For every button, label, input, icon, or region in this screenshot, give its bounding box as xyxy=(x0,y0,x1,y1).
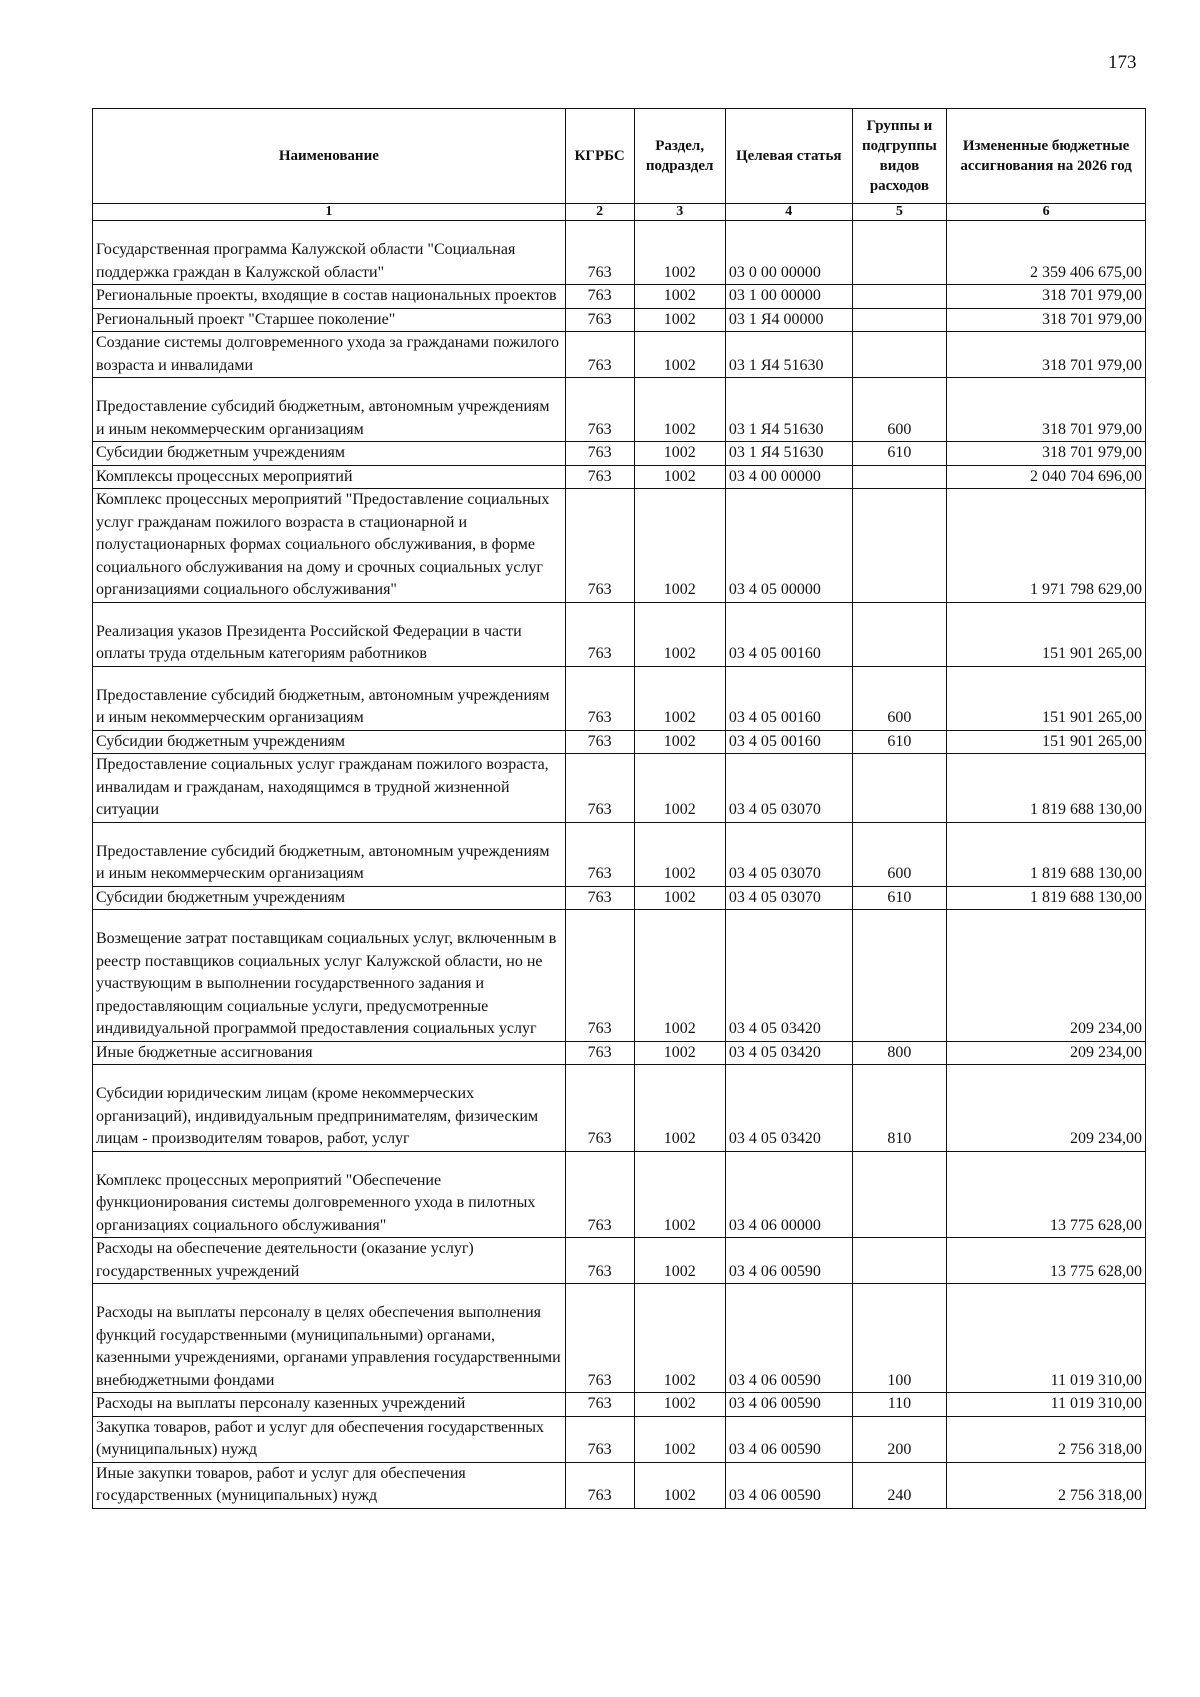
column-number: 2 xyxy=(565,204,634,221)
row-group-cell xyxy=(852,602,947,666)
row-group-cell xyxy=(852,1238,947,1284)
row-kgrbs-cell: 763 xyxy=(565,886,634,910)
row-section-cell: 1002 xyxy=(634,822,725,886)
row-group-cell: 610 xyxy=(852,442,947,466)
row-name-cell: Закупка товаров, работ и услуг для обеспечения государственных (муниципальных) нужд xyxy=(93,1416,566,1462)
table-row xyxy=(93,1065,1146,1152)
row-kgrbs-cell: 763 xyxy=(565,489,634,603)
row-article-cell: 03 4 06 00590 xyxy=(725,1393,852,1417)
row-kgrbs-cell: 763 xyxy=(565,1238,634,1284)
row-amount-cell: 209 234,00 xyxy=(947,1065,1146,1152)
row-section-cell: 1002 xyxy=(634,1041,725,1065)
row-section-cell: 1002 xyxy=(634,602,725,666)
row-group-cell: 600 xyxy=(852,378,947,442)
row-group-cell: 610 xyxy=(852,886,947,910)
table-row xyxy=(93,465,1146,489)
row-amount-cell: 2 756 318,00 xyxy=(947,1462,1146,1508)
row-amount-cell: 13 775 628,00 xyxy=(947,1238,1146,1284)
row-amount-cell: 2 040 704 696,00 xyxy=(947,465,1146,489)
row-amount-cell: 11 019 310,00 xyxy=(947,1284,1146,1393)
row-kgrbs-cell: 763 xyxy=(565,602,634,666)
row-section-cell: 1002 xyxy=(634,754,725,823)
row-kgrbs-cell: 763 xyxy=(565,1393,634,1417)
row-kgrbs-cell: 763 xyxy=(565,754,634,823)
table-row xyxy=(93,442,1146,466)
row-article-cell: 03 4 00 00000 xyxy=(725,465,852,489)
row-article-cell: 03 0 00 00000 xyxy=(725,221,852,285)
row-name-cell: Комплекс процессных мероприятий "Предоставление социальных услуг гражданам пожилого возраста в стационарной и полустационарных формах социального обслуживания, в форме социального обслуживания на дому и срочных социальных услуг организациями социального обслуживания" xyxy=(93,489,566,603)
header-group: Группы и подгруппы видов расходов xyxy=(852,109,947,204)
row-name-cell: Расходы на обеспечение деятельности (оказание услуг) государственных учреждений xyxy=(93,1238,566,1284)
row-name-cell: Иные закупки товаров, работ и услуг для обеспечения государственных (муниципальных) нужд xyxy=(93,1462,566,1508)
table-row xyxy=(93,1462,1146,1508)
page-number: 173 xyxy=(1108,52,1137,73)
row-group-cell: 600 xyxy=(852,666,947,730)
row-name-cell: Субсидии юридическим лицам (кроме некоммерческих организаций), индивидуальным предпринимателям, физическим лицам - производителям товаров, работ, услуг xyxy=(93,1065,566,1152)
row-section-cell: 1002 xyxy=(634,1284,725,1393)
row-kgrbs-cell: 763 xyxy=(565,910,634,1042)
row-group-cell xyxy=(852,754,947,823)
row-kgrbs-cell: 763 xyxy=(565,285,634,309)
row-section-cell: 1002 xyxy=(634,886,725,910)
table-row xyxy=(93,332,1146,378)
row-kgrbs-cell: 763 xyxy=(565,1065,634,1152)
row-name-cell: Субсидии бюджетным учреждениям xyxy=(93,730,566,754)
row-group-cell xyxy=(852,332,947,378)
table-row xyxy=(93,489,1146,603)
row-amount-cell: 2 756 318,00 xyxy=(947,1416,1146,1462)
table-row xyxy=(93,285,1146,309)
row-group-cell: 200 xyxy=(852,1416,947,1462)
header-kgrbs: КГРБС xyxy=(565,109,634,204)
row-article-cell: 03 4 06 00590 xyxy=(725,1416,852,1462)
row-article-cell: 03 1 Я4 51630 xyxy=(725,378,852,442)
row-amount-cell: 318 701 979,00 xyxy=(947,308,1146,332)
row-group-cell: 600 xyxy=(852,822,947,886)
row-article-cell: 03 4 05 03420 xyxy=(725,910,852,1042)
row-kgrbs-cell: 763 xyxy=(565,1151,634,1238)
row-section-cell: 1002 xyxy=(634,1462,725,1508)
row-kgrbs-cell: 763 xyxy=(565,1416,634,1462)
row-article-cell: 03 4 05 00000 xyxy=(725,489,852,603)
row-group-cell xyxy=(852,285,947,309)
row-section-cell: 1002 xyxy=(634,910,725,1042)
row-kgrbs-cell: 763 xyxy=(565,666,634,730)
row-amount-cell: 151 901 265,00 xyxy=(947,730,1146,754)
row-article-cell: 03 4 05 03420 xyxy=(725,1041,852,1065)
row-group-cell xyxy=(852,910,947,1042)
row-section-cell: 1002 xyxy=(634,332,725,378)
row-name-cell: Иные бюджетные ассигнования xyxy=(93,1041,566,1065)
row-article-cell: 03 4 06 00590 xyxy=(725,1284,852,1393)
row-amount-cell: 151 901 265,00 xyxy=(947,602,1146,666)
row-section-cell: 1002 xyxy=(634,489,725,603)
row-name-cell: Комплексы процессных мероприятий xyxy=(93,465,566,489)
column-number-row xyxy=(93,204,1146,221)
row-name-cell: Расходы на выплаты персоналу в целях обеспечения выполнения функций государственными (муниципальными) органами, казенными учреждениями, органами управления государственными внебюджетными фондами xyxy=(93,1284,566,1393)
row-kgrbs-cell: 763 xyxy=(565,465,634,489)
row-group-cell: 240 xyxy=(852,1462,947,1508)
table-row xyxy=(93,1416,1146,1462)
row-amount-cell: 11 019 310,00 xyxy=(947,1393,1146,1417)
row-article-cell: 03 4 05 00160 xyxy=(725,730,852,754)
row-article-cell: 03 4 06 00590 xyxy=(725,1462,852,1508)
header-article: Целевая статья xyxy=(725,109,852,204)
row-amount-cell: 1 819 688 130,00 xyxy=(947,754,1146,823)
row-name-cell: Предоставление субсидий бюджетным, автономным учреждениям и иным некоммерческим организациям xyxy=(93,822,566,886)
row-group-cell xyxy=(852,465,947,489)
row-kgrbs-cell: 763 xyxy=(565,822,634,886)
table-row xyxy=(93,822,1146,886)
table-row xyxy=(93,1041,1146,1065)
row-kgrbs-cell: 763 xyxy=(565,221,634,285)
row-section-cell: 1002 xyxy=(634,1065,725,1152)
budget-allocation-table xyxy=(92,108,1146,1509)
row-kgrbs-cell: 763 xyxy=(565,1284,634,1393)
row-name-cell: Региональные проекты, входящие в состав национальных проектов xyxy=(93,285,566,309)
column-number: 1 xyxy=(93,204,566,221)
row-article-cell: 03 1 00 00000 xyxy=(725,285,852,309)
table-row xyxy=(93,378,1146,442)
row-article-cell: 03 1 Я4 00000 xyxy=(725,308,852,332)
row-group-cell xyxy=(852,221,947,285)
row-amount-cell: 1 819 688 130,00 xyxy=(947,886,1146,910)
row-article-cell: 03 4 05 03070 xyxy=(725,754,852,823)
row-name-cell: Комплекс процессных мероприятий "Обеспечение функционирования системы долговременного ухода в пилотных организациях социального обслуживания" xyxy=(93,1151,566,1238)
table-header xyxy=(93,109,1146,221)
table-row xyxy=(93,1151,1146,1238)
row-name-cell: Субсидии бюджетным учреждениям xyxy=(93,442,566,466)
table-row xyxy=(93,1284,1146,1393)
header-name: Наименование xyxy=(93,109,566,204)
row-name-cell: Расходы на выплаты персоналу казенных учреждений xyxy=(93,1393,566,1417)
row-article-cell: 03 4 05 00160 xyxy=(725,602,852,666)
table-row xyxy=(93,910,1146,1042)
row-article-cell: 03 4 06 00590 xyxy=(725,1238,852,1284)
row-section-cell: 1002 xyxy=(634,221,725,285)
row-article-cell: 03 1 Я4 51630 xyxy=(725,332,852,378)
row-amount-cell: 13 775 628,00 xyxy=(947,1151,1146,1238)
header-amount: Измененные бюджетные ассигнования на 2026 год xyxy=(947,109,1146,204)
row-section-cell: 1002 xyxy=(634,285,725,309)
row-name-cell: Создание системы долговременного ухода за гражданами пожилого возраста и инвалидами xyxy=(93,332,566,378)
row-name-cell: Государственная программа Калужской области "Социальная поддержка граждан в Калужской области" xyxy=(93,221,566,285)
row-group-cell: 100 xyxy=(852,1284,947,1393)
row-kgrbs-cell: 763 xyxy=(565,730,634,754)
table-row xyxy=(93,754,1146,823)
row-group-cell: 610 xyxy=(852,730,947,754)
row-section-cell: 1002 xyxy=(634,1416,725,1462)
row-kgrbs-cell: 763 xyxy=(565,308,634,332)
row-section-cell: 1002 xyxy=(634,730,725,754)
row-group-cell xyxy=(852,1151,947,1238)
row-article-cell: 03 4 05 00160 xyxy=(725,666,852,730)
row-amount-cell: 209 234,00 xyxy=(947,1041,1146,1065)
row-section-cell: 1002 xyxy=(634,442,725,466)
row-kgrbs-cell: 763 xyxy=(565,378,634,442)
row-group-cell: 110 xyxy=(852,1393,947,1417)
table-row xyxy=(93,308,1146,332)
row-section-cell: 1002 xyxy=(634,1151,725,1238)
row-article-cell: 03 1 Я4 51630 xyxy=(725,442,852,466)
table-row xyxy=(93,1238,1146,1284)
row-section-cell: 1002 xyxy=(634,308,725,332)
row-article-cell: 03 4 05 03070 xyxy=(725,886,852,910)
row-amount-cell: 318 701 979,00 xyxy=(947,332,1146,378)
row-name-cell: Предоставление социальных услуг гражданам пожилого возраста, инвалидам и гражданам, находящимся в трудной жизненной ситуации xyxy=(93,754,566,823)
row-group-cell xyxy=(852,308,947,332)
table-row xyxy=(93,602,1146,666)
row-name-cell: Предоставление субсидий бюджетным, автономным учреждениям и иным некоммерческим организациям xyxy=(93,378,566,442)
row-name-cell: Возмещение затрат поставщикам социальных услуг, включенным в реестр поставщиков социальных услуг Калужской области, но не участвующим в выполнении государственного задания и предоставляющим социальные услуги, предусмотренные индивидуальной программой предоставления социальных услуг xyxy=(93,910,566,1042)
table-row xyxy=(93,221,1146,285)
table-row xyxy=(93,666,1146,730)
row-article-cell: 03 4 06 00000 xyxy=(725,1151,852,1238)
row-kgrbs-cell: 763 xyxy=(565,1462,634,1508)
table-row xyxy=(93,730,1146,754)
row-name-cell: Реализация указов Президента Российской Федерации в части оплаты труда отдельным категориям работников xyxy=(93,602,566,666)
row-article-cell: 03 4 05 03420 xyxy=(725,1065,852,1152)
row-group-cell: 810 xyxy=(852,1065,947,1152)
row-amount-cell: 1 819 688 130,00 xyxy=(947,822,1146,886)
row-group-cell xyxy=(852,489,947,603)
row-section-cell: 1002 xyxy=(634,1393,725,1417)
row-article-cell: 03 4 05 03070 xyxy=(725,822,852,886)
row-kgrbs-cell: 763 xyxy=(565,442,634,466)
header-section: Раздел, подраздел xyxy=(634,109,725,204)
row-kgrbs-cell: 763 xyxy=(565,1041,634,1065)
row-amount-cell: 318 701 979,00 xyxy=(947,442,1146,466)
table-row xyxy=(93,1393,1146,1417)
row-name-cell: Предоставление субсидий бюджетным, автономным учреждениям и иным некоммерческим организациям xyxy=(93,666,566,730)
row-amount-cell: 318 701 979,00 xyxy=(947,378,1146,442)
table-row xyxy=(93,886,1146,910)
row-section-cell: 1002 xyxy=(634,1238,725,1284)
row-amount-cell: 318 701 979,00 xyxy=(947,285,1146,309)
row-amount-cell: 2 359 406 675,00 xyxy=(947,221,1146,285)
row-kgrbs-cell: 763 xyxy=(565,332,634,378)
column-number: 5 xyxy=(852,204,947,221)
row-section-cell: 1002 xyxy=(634,378,725,442)
row-section-cell: 1002 xyxy=(634,465,725,489)
row-section-cell: 1002 xyxy=(634,666,725,730)
row-amount-cell: 209 234,00 xyxy=(947,910,1146,1042)
row-group-cell: 800 xyxy=(852,1041,947,1065)
row-name-cell: Региональный проект "Старшее поколение" xyxy=(93,308,566,332)
row-amount-cell: 151 901 265,00 xyxy=(947,666,1146,730)
column-number: 4 xyxy=(725,204,852,221)
table-body xyxy=(93,221,1146,1509)
row-amount-cell: 1 971 798 629,00 xyxy=(947,489,1146,603)
column-number: 3 xyxy=(634,204,725,221)
column-number: 6 xyxy=(947,204,1146,221)
row-name-cell: Субсидии бюджетным учреждениям xyxy=(93,886,566,910)
